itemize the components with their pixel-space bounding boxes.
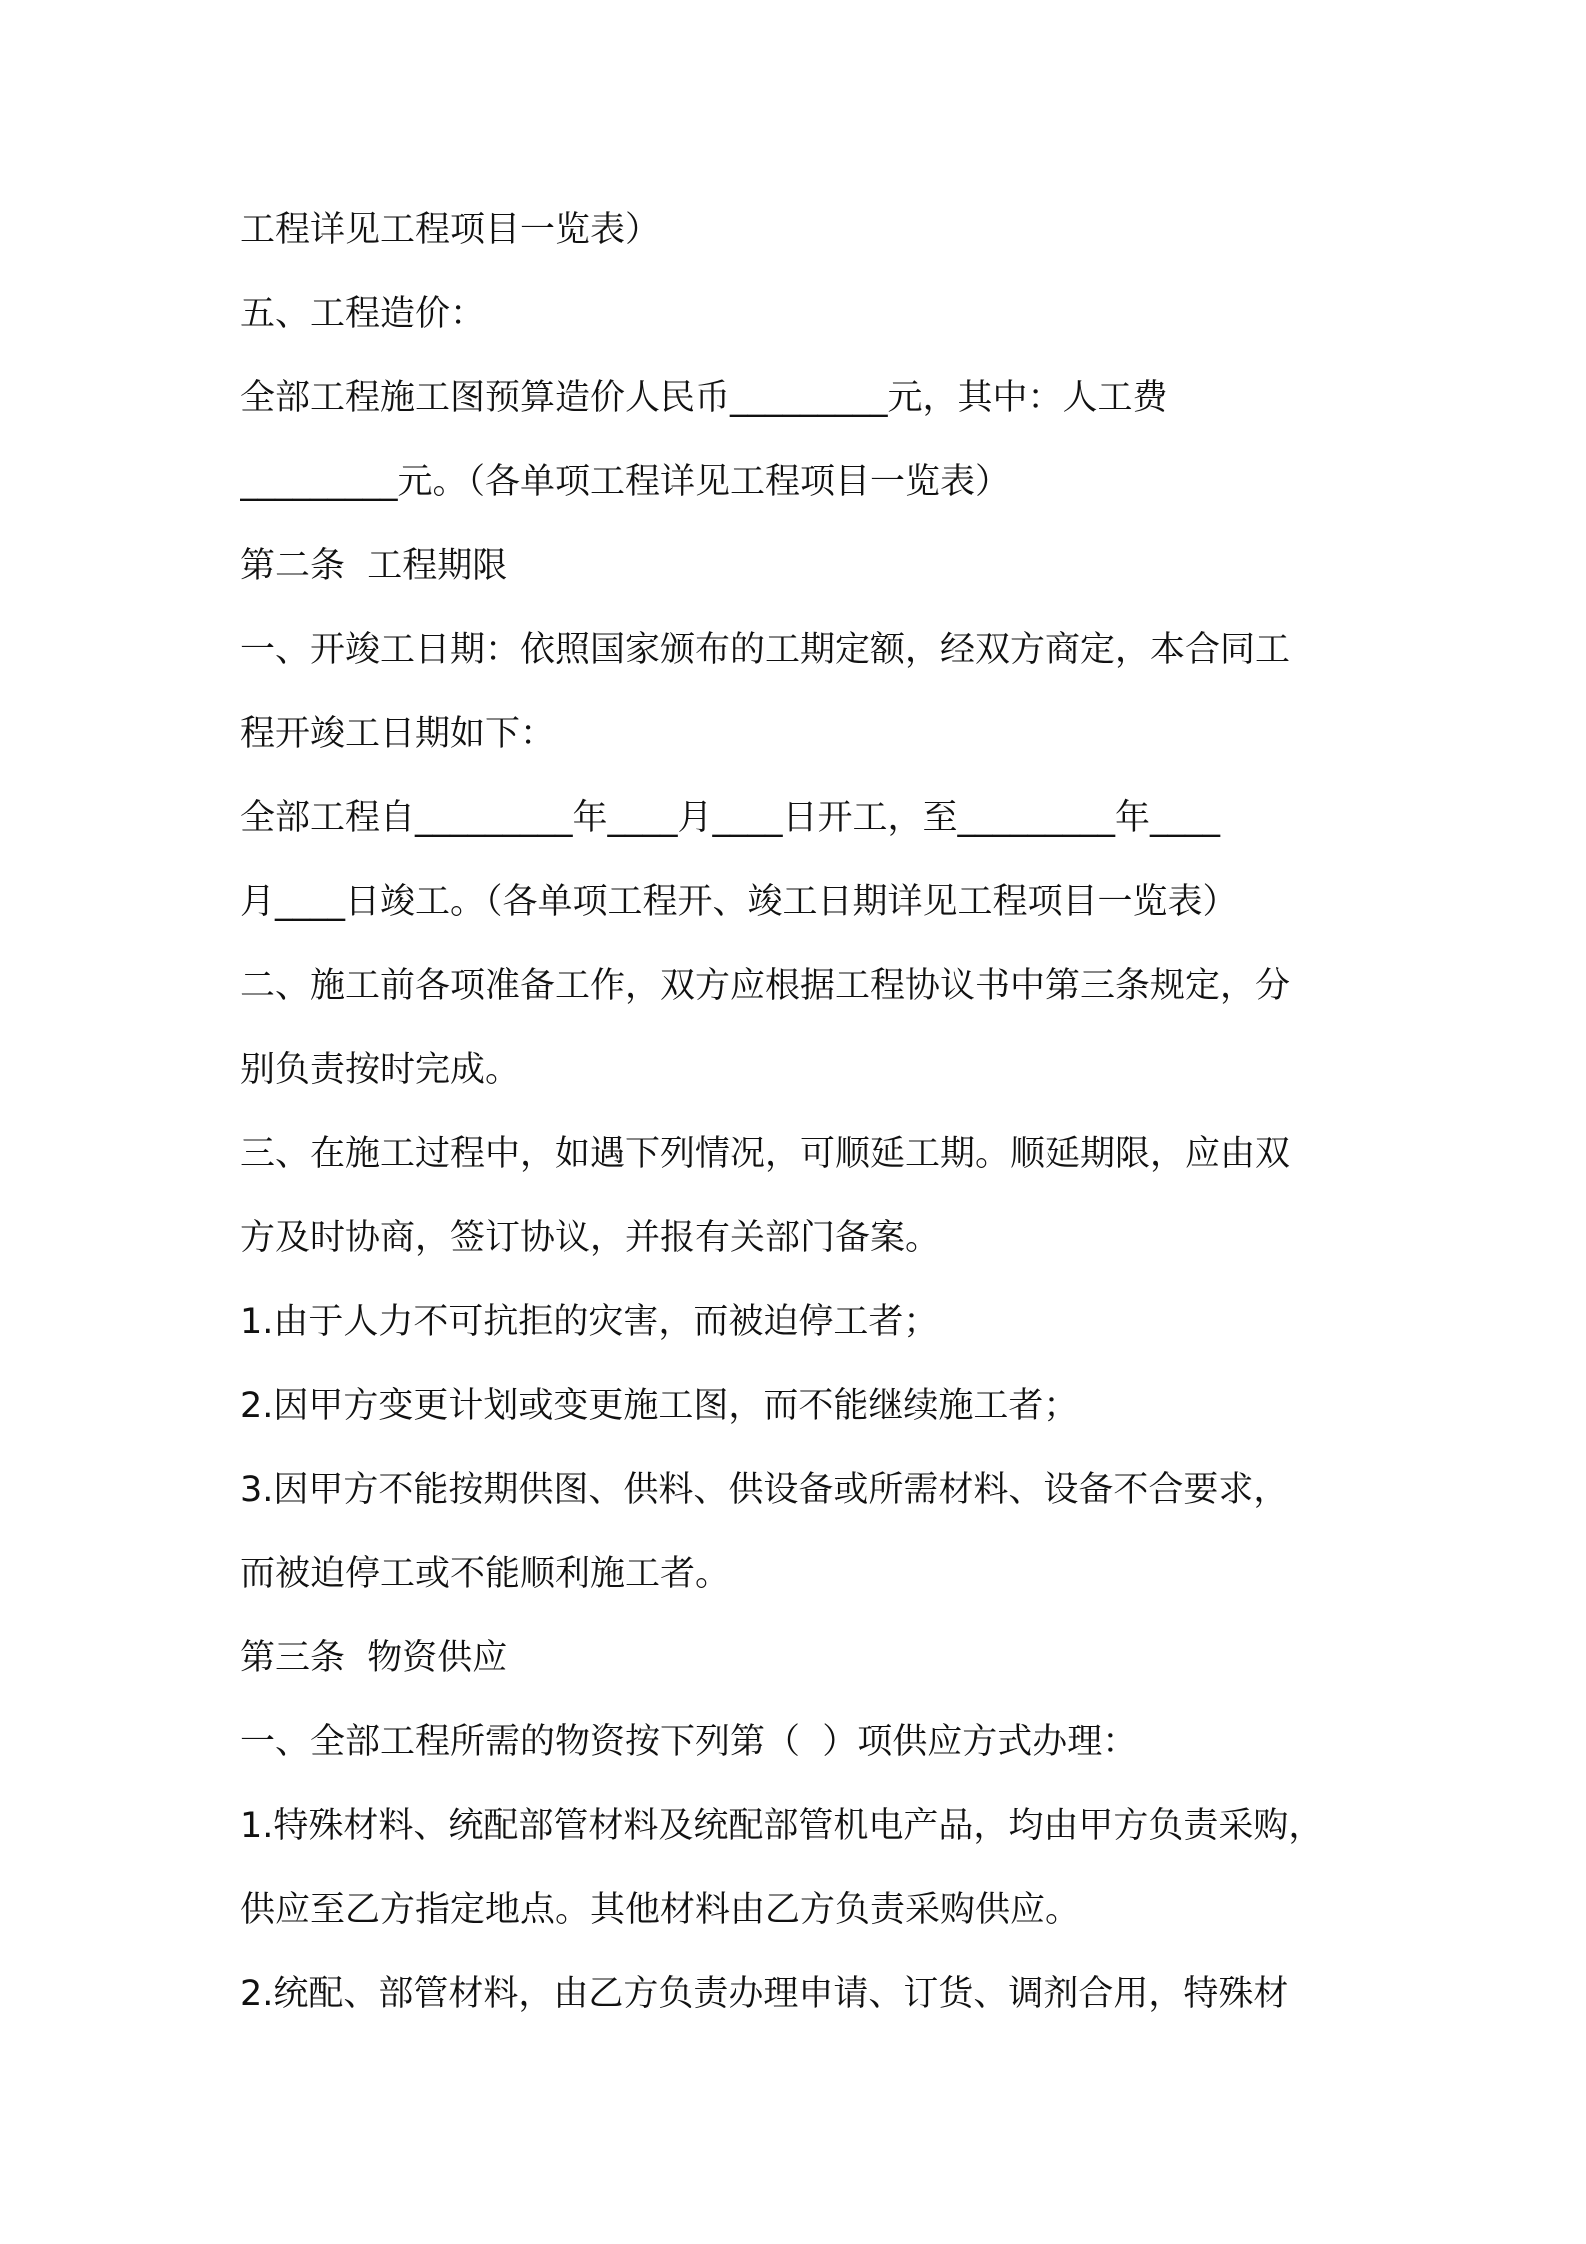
text-line: 一、全部工程所需的物资按下列第（ ）项供应方式办理：	[240, 1722, 1138, 1762]
text-line: 工程详见工程项目一览表）	[240, 210, 661, 250]
text-line: _________元。（各单项工程详见工程项目一览表）	[240, 462, 1011, 502]
text-line: 一、开竣工日期：依照国家颁布的工期定额，经双方商定，本合同工	[240, 630, 1291, 670]
text-line: 二、施工前各项准备工作，双方应根据工程协议书中第三条规定，分	[240, 966, 1291, 1006]
list-item: 3.因甲方不能按期供图、供料、供设备或所需材料、设备不合要求，	[240, 1470, 1289, 1510]
text-line: 月____日竣工。（各单项工程开、竣工日期详见工程项目一览表）	[240, 882, 1238, 922]
list-item: 1.由于人力不可抗拒的灾害，而被迫停工者；	[240, 1302, 939, 1342]
article-heading-3: 第三条 物资供应	[240, 1638, 508, 1678]
text-line: 全部工程自_________年____月____日开工，至_________年____	[240, 798, 1221, 838]
text-line: 方及时协商，签订协议，并报有关部门备案。	[240, 1218, 941, 1258]
list-item: 1.特殊材料、统配部管材料及统配部管机电产品，均由甲方负责采购，	[240, 1806, 1324, 1846]
text-line: 而被迫停工或不能顺利施工者。	[240, 1554, 731, 1594]
text-line: 三、在施工过程中，如遇下列情况，可顺延工期。顺延期限，应由双	[240, 1134, 1291, 1174]
document-body	[240, 200, 1370, 2048]
text-line: 供应至乙方指定地点。其他材料由乙方负责采购供应。	[240, 1890, 1081, 1930]
section-heading-cost: 五、工程造价：	[240, 294, 486, 334]
list-item: 2.统配、部管材料，由乙方负责办理申请、订货、调剂合用，特殊材	[240, 1974, 1289, 2014]
text-line: 程开竣工日期如下：	[240, 714, 556, 754]
list-item: 2.因甲方变更计划或变更施工图，而不能继续施工者；	[240, 1386, 1079, 1426]
article-heading-2: 第二条 工程期限	[240, 546, 508, 586]
text-line: 别负责按时完成。	[240, 1050, 521, 1090]
text-line: 全部工程施工图预算造价人民币_________元，其中：人工费	[240, 378, 1168, 418]
